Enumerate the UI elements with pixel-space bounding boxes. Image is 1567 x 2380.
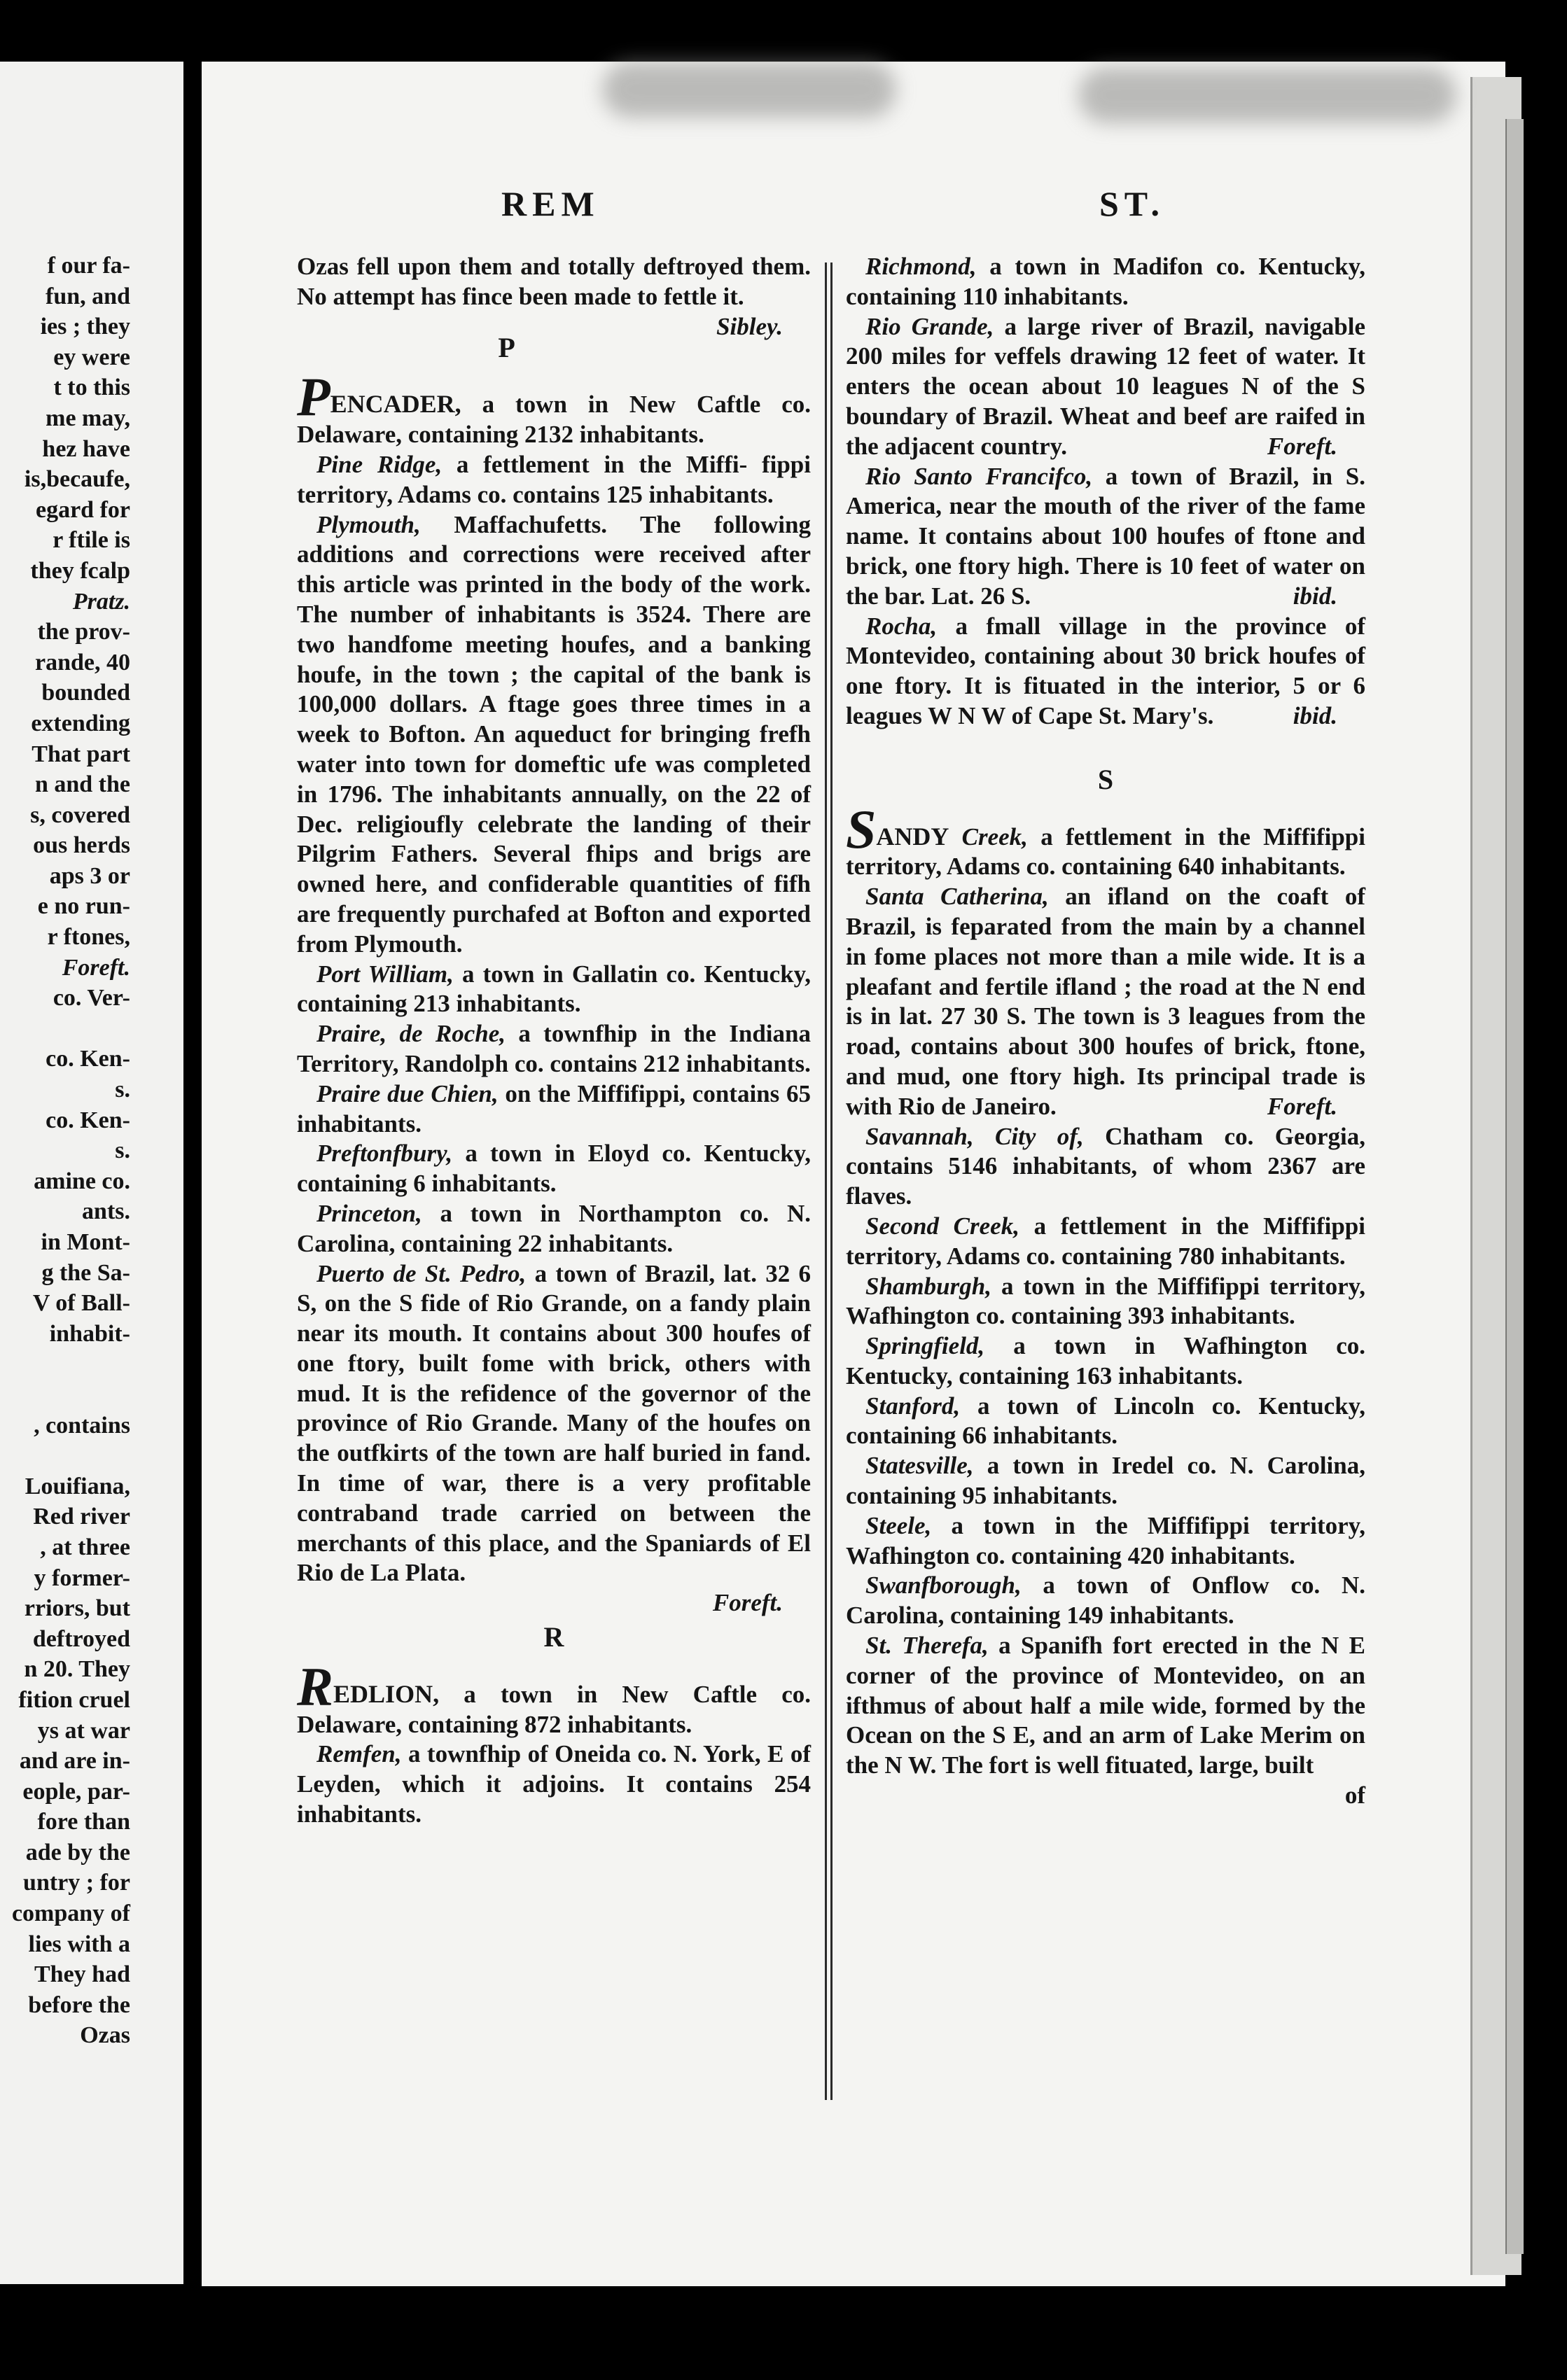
gazetteer-entry [846, 252, 1365, 312]
gazetteer-entry [846, 312, 1365, 462]
facing-page-line [0, 1349, 130, 1380]
facing-page-line: co. Ken- [46, 1046, 130, 1072]
section-letter-s: S [1097, 763, 1114, 795]
entry-name: Shamburgh, [865, 1272, 991, 1300]
entry-text: a town in the Miffifippi territory, Wafhington co. containing 420 inhabitants. [846, 1511, 1365, 1569]
section-letter-r: R [543, 1621, 564, 1653]
entry-text: a town in Eloyd co. Kentucky, containing 6 inhabitants. [297, 1140, 811, 1198]
facing-page-line: That part [32, 741, 130, 767]
facing-page-line: in Mont- [41, 1229, 130, 1255]
entry-text: a large river of Brazil, navigable 200 miles for veffels drawing 12 feet of water. It enters the ocean about 10 leagues N of the S boundary of Brazil. Wheat and beef are raifed in the adjacent country. [846, 312, 1365, 460]
right-column [846, 252, 1365, 1811]
facing-page-line: Red river [33, 1504, 130, 1530]
entry-text: a town in Wafhington co. Kentucky, containing 163 inhabitants. [846, 1332, 1365, 1390]
facing-page-line: t to this [53, 374, 130, 401]
entry-signature: Foreft. [1267, 432, 1337, 460]
entry-name: Springfield, [865, 1332, 985, 1360]
entry-headword: ENCADER, [330, 390, 461, 419]
entry-name: Princeton, [316, 1199, 422, 1227]
facing-page-line: inhabit- [49, 1320, 130, 1347]
entry-continuation [297, 252, 811, 340]
entry-text: a town in the Miffifippi territory, Wafhington co. containing 393 inhabitants. [846, 1272, 1365, 1330]
facing-page-line: ys at war [37, 1717, 130, 1744]
entry-signature: ibid. [1293, 701, 1337, 729]
entries-s [846, 882, 1365, 1781]
page-edge-shadow [1505, 119, 1524, 2254]
entry-signature: Sibley. [716, 312, 783, 340]
entry-signature: Foreft. [1267, 1092, 1337, 1120]
facing-page-line: e no run- [37, 893, 130, 920]
entry-name: Santa Catherina, [865, 883, 1049, 911]
facing-page-line: extending [31, 710, 130, 736]
entry-name: Puerto de St. Pedro, [316, 1259, 527, 1287]
gazetteer-entry [846, 1331, 1365, 1392]
facing-page-line: , contains [34, 1412, 130, 1438]
facing-page-line: y former- [34, 1564, 130, 1591]
entry-text: a town in Gallatin co. Kentucky, containing 213 inhabitants. [297, 960, 811, 1018]
entry-name: Rio Santo Francifco, [865, 462, 1093, 490]
facing-page-line [0, 1380, 130, 1410]
entry-name: Praire due Chien, [316, 1079, 499, 1107]
entry-text: a town of Onflow co. N. Carolina, containing 149 inhabitants. [846, 1572, 1365, 1630]
gazetteer-entry [846, 1451, 1365, 1511]
facing-page-line: Pratz. [72, 588, 130, 615]
page-stain [1078, 67, 1456, 123]
entry-text: a town of Brazil, lat. 32 6 S, on the S fide of Rio Grande, on a fandy plain near its mouth. It contains about 300 houfes of one ftory, built fome with brick, others with mud. It is the refidence of the governor of the province of Rio Grande. Many of the houfes on the outfkirts of the town are half buried in fand. In time of war, there is a very profitable contraband trade carried on between the merchants of this place, and the Spaniards of El Rio de La Plata. [297, 1259, 812, 1587]
entry-text: a town in Iredel co. N. Carolina, containing 95 inhabitants. [846, 1452, 1365, 1510]
facing-page-line: s, covered [30, 802, 130, 828]
drop-initial: P [297, 366, 330, 428]
drop-initial: R [297, 1656, 334, 1717]
facing-page-line: fun, and [46, 283, 130, 309]
facing-page-line: ies ; they [40, 314, 130, 340]
facing-page-line: egard for [35, 496, 130, 523]
gazetteer-entry [297, 960, 811, 1020]
facing-page-line: and are in- [19, 1748, 130, 1774]
entry-text: a Spanifh fort erected in the N E corner of the province of Montevideo, on an ifthmus of about half a mile wide, formed by the Ocean on the S E, and an arm of Lake Merim on the N W. The fort is well fituated, large, built [846, 1632, 1365, 1779]
facing-page-line: me may, [46, 405, 130, 431]
facing-page-line: the prov- [37, 619, 130, 645]
entry-text: a townfhip of Oneida co. N. York, E of Leyden, which it adjoins. It contains 254 inhabitants. [297, 1740, 811, 1828]
facing-page-line: bounded [41, 680, 130, 706]
entry-headword: EDLION, [333, 1679, 440, 1708]
gazetteer-entry [846, 1631, 1365, 1781]
facing-page-line: s. [115, 1138, 130, 1164]
entry-sandy-creek [846, 798, 1365, 883]
entry-name: Preftonfbury, [316, 1140, 453, 1168]
entry-text: a fmall village in the province of Montevideo, containing about 30 brick houfes of one ftory. It is fituated in the interior, 5 or 6 leagues W N W of Cape St. Mary's. [846, 612, 1365, 729]
facing-page-line: hez have [42, 435, 130, 462]
entries-p [297, 450, 811, 1588]
facing-page-line: s. [115, 1077, 130, 1103]
facing-page-line: lies with a [28, 1931, 130, 1957]
gazetteer-entry [297, 450, 811, 510]
gazetteer-entry [846, 1571, 1365, 1631]
entry-name: Swanfborough, [865, 1572, 1022, 1600]
column-rule [825, 262, 827, 2100]
gazetteer-entry [846, 1122, 1365, 1212]
entry-name: Port William, [316, 960, 454, 988]
gazetteer-entry [846, 1212, 1365, 1272]
facing-page-line: r ftones, [47, 924, 130, 951]
entry-name: Savannah, City of, [865, 1122, 1084, 1150]
facing-page-line: f our fa- [47, 253, 130, 279]
facing-page-line: g the Sa- [41, 1259, 130, 1286]
entry-name: Steele, [865, 1511, 932, 1539]
gazetteer-entry [846, 1392, 1365, 1452]
facing-page-line: before the [28, 1991, 130, 2018]
gazetteer-entry [297, 1139, 811, 1199]
gazetteer-entry [297, 1740, 811, 1829]
entry-name: Richmond, [865, 253, 977, 280]
running-head-left: REM [501, 184, 600, 223]
facing-page-line: rande, 40 [35, 649, 130, 676]
facing-page-line: , at three [40, 1534, 130, 1560]
facing-page-line: Foreft. [62, 954, 130, 981]
entry-redlion [297, 1656, 811, 1740]
facing-page-line: fore than [37, 1809, 130, 1835]
entry-name: Rocha, [865, 612, 938, 640]
entry-text: a fettlement in the Miffi- fippi territory, Adams co. contains 125 inhabitants. [297, 450, 811, 508]
facing-page-line: deftroyed [32, 1625, 130, 1652]
entry-signature: Foreft. [712, 1589, 783, 1617]
facing-page-line: ants. [82, 1198, 130, 1225]
entry-text: a town of Brazil, in S. America, near the mouth of the river of the fame name. It contains about 100 houfes of ftone and brick, one ftory high. There is 10 feet of water on the bar. Lat. 26 S. [846, 462, 1365, 610]
facing-page-line: company of [11, 1900, 130, 1927]
facing-page-line: r ftile is [53, 527, 130, 554]
entry-text: an ifland on the coaft of Brazil, is feparated from the main by a channel in fome places not more than a mile wide. It is a pleafant and fertile ifland ; the road at the N end is in lat. 27 30 S. The town is 3 leagues from the road, contains about 300 houfes of brick, ftone, and mud, one ftory high. Its principal trade is with Rio de Janeiro. [846, 883, 1365, 1120]
left-column [297, 252, 811, 1830]
entry-text: on the Miffifippi, contains 65 inhabitants. [297, 1079, 811, 1138]
entry-text: Ozas fell upon them and totally deftroyed them. No attempt has fince been made to fettle it. [297, 253, 811, 310]
gazetteer-entry [846, 882, 1365, 1121]
facing-page-line: untry ; for [23, 1870, 130, 1896]
entry-text: a town in Northampton co. N. Carolina, containing 22 inhabitants. [297, 1199, 811, 1257]
facing-page-line: aps 3 or [49, 862, 130, 889]
facing-page-line: rriors, but [24, 1595, 130, 1622]
gazetteer-entry [846, 1272, 1365, 1332]
facing-page-line: Louifiana, [25, 1473, 130, 1499]
entry-pencader [297, 366, 811, 450]
facing-page-line: co. Ver- [53, 985, 130, 1011]
gazetteer-entry [297, 1259, 811, 1589]
facing-page-line: ade by the [25, 1839, 130, 1865]
gazetteer-entry [297, 1019, 811, 1079]
gazetteer-entry [846, 612, 1365, 732]
facing-page-line: eople, par- [22, 1778, 130, 1805]
entry-text: a fettlement in the Miffifippi territory, Adams co. containing 780 inhabitants. [846, 1212, 1365, 1270]
facing-page-line: They had [34, 1961, 130, 1988]
gazetteer-entry [297, 510, 811, 960]
entry-name: Plymouth, [316, 510, 421, 538]
entry-text: a townfhip in the Indiana Territory, Randolph co. contains 212 inhabitants. [297, 1020, 811, 1077]
facing-page-line [0, 1441, 130, 1471]
facing-page-text [0, 251, 130, 2051]
facing-page-line: Ozas [80, 2022, 130, 2049]
facing-page-line: co. Ken- [46, 1107, 130, 1133]
page-stain [602, 62, 896, 118]
facing-page-line: they fcalp [30, 557, 130, 584]
facing-page-line: n and the [34, 771, 130, 798]
facing-page-line: n 20. They [24, 1656, 130, 1683]
entry-text: a fettlement in the Miffifippi territory, Adams co. containing 640 inhabitants. [846, 822, 1365, 881]
running-head-right: ST. [1099, 184, 1165, 223]
facing-page-line: V of Ball- [32, 1290, 130, 1317]
entry-headword: ANDY [876, 822, 949, 850]
entry-name: Rio Grande, [865, 312, 994, 340]
entries-r [297, 1740, 811, 1829]
entry-name: Pine Ridge, [316, 450, 443, 478]
facing-page [0, 62, 183, 2284]
entry-name: Remfen, [316, 1740, 402, 1768]
entry-text: a town in New Caftle co. Delaware, containing 872 inhabitants. [297, 1680, 811, 1738]
drop-initial: S [846, 798, 877, 860]
section-letter-p: P [498, 331, 515, 363]
facing-page-line [0, 1014, 130, 1044]
facing-page-line: ey were [53, 344, 130, 370]
entry-name: Stanford, [865, 1392, 961, 1420]
entry-name: Creek, [949, 822, 1028, 850]
facing-page-line: fition cruel [18, 1686, 130, 1713]
entry-name: Statesville, [865, 1452, 974, 1480]
facing-page-line: ous herds [33, 832, 130, 859]
facing-page-line: is,becaufe, [24, 466, 130, 493]
entry-text: a town of Lincoln co. Kentucky, containing 66 inhabitants. [846, 1392, 1365, 1450]
gazetteer-entry [846, 1511, 1365, 1572]
catchword: of [1344, 1782, 1365, 1809]
entry-name: Praire, de Roche, [316, 1020, 506, 1048]
entry-text: Maffachufetts. The following additions and corrections were received after this article was printed in the body of the work. The number of inhabitants is 3524. There are two handfome meeting houfes, and a banking houfe, in the town ; the capital of the bank is 100,000 dollars. A ftage goes three times in a week to Bofton. An aqueduct for bringing frefh water into town for domeftic ufe was completed in 1796. The inhabitants annually, on the 22 of Dec. religioufly celebrate the landing of their Pilgrim Fathers. Several fhips and brigs are owned here, and confiderable quantities of fifh are frequently purchafed at Bofton and exported from Plymouth. [297, 510, 811, 958]
entry-text: a town in Madifon co. Kentucky, containing 110 inhabitants. [846, 253, 1365, 310]
entry-signature: ibid. [1293, 582, 1337, 610]
entry-name: St. Therefa, [865, 1632, 989, 1660]
column-rule [830, 262, 833, 2100]
entry-name: Second Creek, [865, 1212, 1019, 1240]
gazetteer-entry [846, 462, 1365, 612]
entry-text: a town in New Caftle co. Delaware, containing 2132 inhabitants. [297, 391, 811, 449]
entry-text: Chatham co. Georgia, contains 5146 inhabitants, of whom 2367 are flaves. [846, 1122, 1365, 1210]
gazetteer-entry [297, 1079, 811, 1140]
facing-page-line: amine co. [34, 1168, 130, 1194]
entries-r [846, 252, 1365, 732]
gazetteer-entry [297, 1199, 811, 1259]
